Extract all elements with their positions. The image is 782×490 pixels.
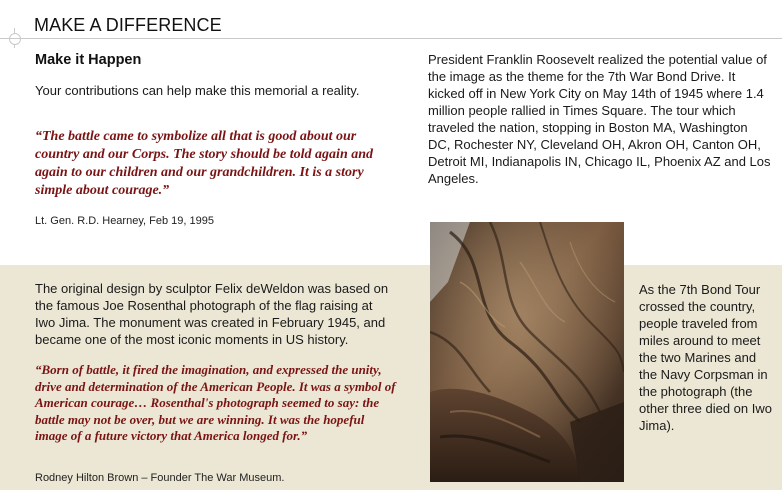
guide-circle-icon [9,33,21,45]
brown-quote: “Born of battle, it fired the imagination, and expressed the unity, drive and determination of the American People. It was a symbol of American courage… Rosenthal's photograph seemed to say: the battle may not be over, but we are winning. It was the hopeful image of a future victory that America longed for.” [35,362,396,443]
bronze-statue-photo [430,222,624,482]
hearney-attribution: Lt. Gen. R.D. Hearney, Feb 19, 1995 [35,215,214,227]
hearney-quote: “The battle came to symbolize all that is good about our country and our Corps. The story should be told again and again to our children and our grandchildren. It is a story simple about courage.” [35,129,374,198]
title-divider [0,38,782,39]
page-title: MAKE A DIFFERENCE [34,15,222,35]
design-paragraph: The original design by sculptor Felix deWeldon was based on the famous Joe Rosenthal photograph of the flag raising at Iwo Jima. The monument was created in February 1945, and became one of the most iconic moments in US history. [35,281,389,347]
bond-drive-paragraph: President Franklin Roosevelt realized the potential value of the image as the theme for the 7th War Bond Drive. It kicked off in New York City on May 14th of 1945 where 1.4 million people rallied in Times Square. The tour which traveled the nation, stopping in Boston MA, Washington DC, Rochester NY, Cleveland OH, Akron OH, Canton OH, Detroit MI, Indianapolis IN, Chicago IL, Phoenix AZ and Los Angeles. [428,52,771,186]
bond-tour-paragraph: As the 7th Bond Tour crossed the country, people traveled from miles around to meet the two Marines and the Navy Corpsman in the photograph (the other three died on Iwo Jima). [639,282,772,433]
brown-attribution: Rodney Hilton Brown – Founder The War Museum. [35,472,285,484]
intro-text: Your contributions can help make this memorial a reality. [35,83,360,98]
section-heading: Make it Happen [35,52,142,68]
